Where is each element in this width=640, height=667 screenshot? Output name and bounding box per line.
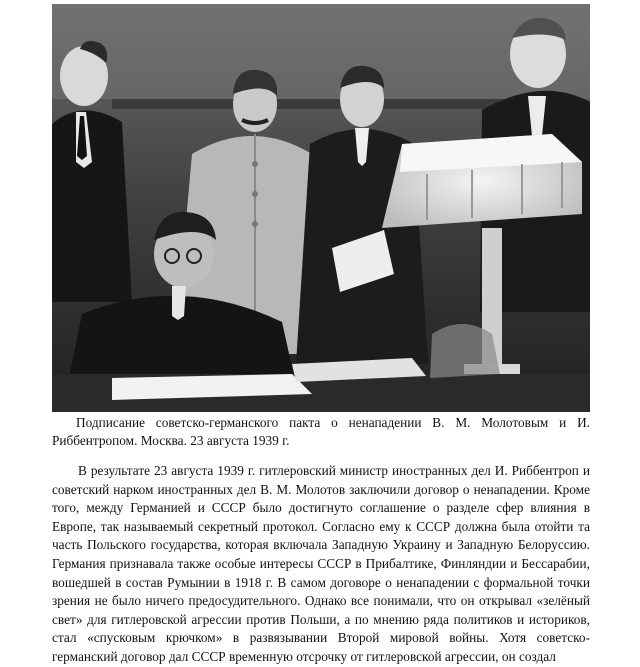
- photo-caption: Подписание советско-германского пакта о ненападении В. М. Молотовым и И. Риббентропом. Москва. 23 августа 1939 г.: [52, 415, 590, 448]
- historical-photo: [52, 4, 590, 412]
- photo-illustration: [52, 4, 590, 412]
- body-paragraph: В результате 23 августа 1939 г. гитлеровский министр иностранных дел И. Риббентроп и советский нарком иностранных дел В. М. Молотов заключили договор о ненападении. Кроме того, между Германией и СССР было достигнуто соглашение о разделе сфер влияния в Европе, так называемый секретный протокол. Согласно ему к СССР должна была отойти та часть Польского государства, которая включала Западную Украину и Западную Белоруссию. Германия признавала также особые интересы СССР в Прибалтике, Финляндии и Бессарабии, вошедшей в состав Румынии в 1918 г. В самом договоре о ненападении с формальной точки зрения не было ничего предосудительного. Однако все понимали, что он открывал «зелёный свет» для гитлеровской агрессии против Польши, а по мнению ряда политиков и историков, стал «спусковым крючком» в развязывании Второй мировой войны. Хотя советско-германский договор дал СССР временную отсрочку от гитлеровской агрессии, он создал: [52, 463, 590, 664]
